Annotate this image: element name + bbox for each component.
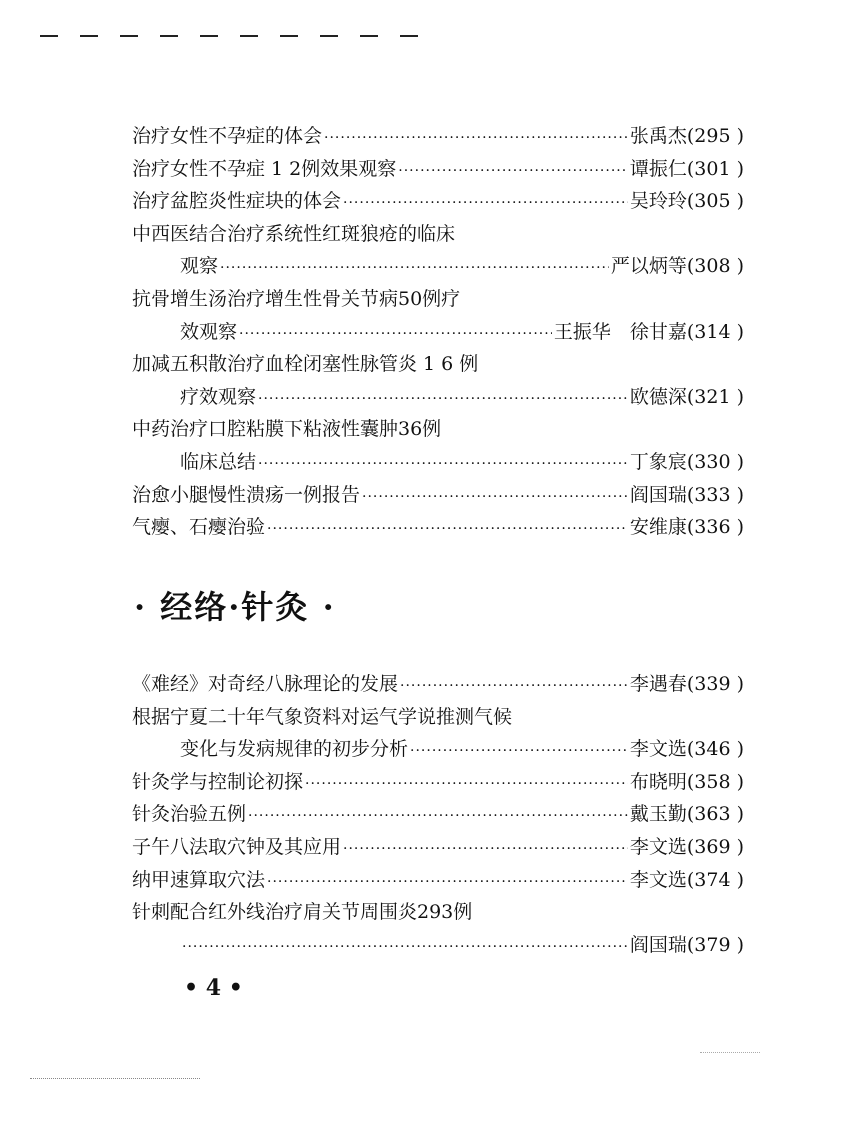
entry-author: 王振华 徐甘嘉	[553, 320, 687, 343]
dot-leader	[258, 448, 628, 481]
entry-page: (330 )	[686, 450, 744, 473]
toc-entry	[132, 120, 744, 153]
toc-entry	[132, 929, 744, 962]
dot-leader	[220, 252, 609, 285]
toc-entry	[132, 446, 744, 479]
entry-author: 阎国瑞	[629, 483, 687, 506]
toc-entry	[132, 153, 744, 186]
entry-author: 布晓明	[629, 770, 687, 793]
toc-entry	[132, 766, 744, 799]
entry-title: 子午八法取穴钟及其应用	[132, 835, 342, 858]
entry-page: (305 )	[686, 190, 744, 213]
dot-leader	[343, 187, 628, 220]
entry-title: 《难经》对奇经八脉理论的发展	[132, 673, 399, 695]
toc-entry	[132, 250, 744, 283]
entry-title: 气瘿、石瘿治验	[132, 516, 266, 539]
dot-leader	[258, 383, 628, 416]
entry-author: 欧德深	[629, 385, 687, 408]
entry-title: 治疗盆腔炎性症块的体会	[132, 190, 342, 213]
entry-author: 戴玉勤	[629, 803, 687, 826]
entry-author: 谭振仁	[629, 157, 687, 180]
toc-entry-title-line: 中药治疗口腔粘膜下粘液性囊肿36例	[132, 418, 442, 441]
entry-title: 效观察	[180, 320, 238, 343]
entry-page: (295 )	[686, 125, 744, 147]
entry-title: 针灸治验五例	[132, 803, 247, 826]
entry-page: (379 )	[686, 933, 744, 956]
dot-leader	[343, 833, 628, 866]
dot-leader	[305, 768, 628, 801]
entry-title: 治疗女性不孕症的体会	[132, 125, 323, 147]
entry-author: 丁象宸	[629, 450, 687, 473]
dot-leader	[324, 122, 628, 155]
section-heading: · 经络·针灸 ·	[134, 588, 336, 626]
entry-author: 严以炳等	[610, 255, 687, 278]
entry-page: (314 )	[686, 320, 744, 343]
toc-entry-title-line: 根据宁夏二十年气象资料对运气学说推测气候	[132, 705, 513, 728]
dot-leader	[248, 800, 628, 833]
entry-page: (301 )	[686, 157, 744, 180]
toc-entry	[132, 185, 744, 218]
entry-page: (346 )	[686, 738, 744, 761]
entry-title: 治疗女性不孕症 1 2例效果观察	[132, 157, 397, 180]
toc-entry	[132, 798, 744, 831]
toc-entry	[132, 316, 744, 349]
toc-entry-title-line: 中西医结合治疗系统性红斑狼疮的临床	[132, 222, 456, 245]
scan-artifact	[30, 1078, 200, 1082]
toc-entry	[132, 831, 744, 864]
entry-page: (374 )	[686, 868, 744, 891]
entry-title: 针灸学与控制论初探	[132, 770, 304, 793]
entry-page: (336 )	[686, 516, 744, 539]
entry-title: 观察	[180, 255, 219, 278]
toc-entry	[132, 668, 744, 701]
top-dash-rule	[40, 22, 440, 38]
toc-entry	[132, 733, 744, 766]
dot-leader	[400, 670, 628, 703]
entry-author: 阎国瑞	[629, 933, 687, 956]
entry-page: (333 )	[686, 483, 744, 506]
toc-entry-title-line: 加减五积散治疗血栓闭塞性脉管炎 1 6 例	[132, 353, 479, 376]
page-number: • 4 •	[184, 975, 243, 1001]
entry-title: 治愈小腿慢性溃疡一例报告	[132, 483, 361, 506]
toc-entry	[132, 511, 744, 544]
dot-leader	[182, 931, 628, 964]
toc-entry-title-line: 针刺配合红外线治疗肩关节周围炎293例	[132, 901, 473, 924]
entry-author: 李遇春	[629, 673, 687, 695]
entry-page: (339 )	[686, 673, 744, 695]
dot-leader	[410, 735, 628, 768]
entry-page: (369 )	[686, 835, 744, 858]
entry-author: 李文选	[629, 835, 687, 858]
toc-entry	[132, 479, 744, 512]
entry-author: 吴玲玲	[629, 190, 687, 213]
entry-title: 疗效观察	[180, 385, 257, 408]
dot-leader	[267, 513, 628, 546]
toc-section-1	[132, 120, 744, 544]
entry-title: 临床总结	[180, 450, 257, 473]
scan-artifact	[700, 1052, 760, 1055]
entry-author: 安维康	[629, 516, 687, 539]
entry-page: (308 )	[686, 255, 744, 278]
toc-entry	[132, 864, 744, 897]
toc-entry-title-line: 抗骨增生汤治疗增生性骨关节病50例疗	[132, 287, 461, 310]
entry-author: 李文选	[629, 738, 687, 761]
entry-page: (321 )	[686, 385, 744, 408]
entry-title: 纳甲速算取穴法	[132, 868, 266, 891]
dot-leader	[362, 481, 628, 514]
toc-entry	[132, 381, 744, 414]
dot-leader	[398, 155, 628, 188]
entry-page: (358 )	[686, 770, 744, 793]
entry-title: 变化与发病规律的初步分析	[180, 738, 409, 761]
entry-page: (363 )	[686, 803, 744, 826]
toc-section-2	[132, 668, 744, 961]
entry-author: 李文选	[629, 868, 687, 891]
entry-author: 张禹杰	[629, 125, 687, 147]
dot-leader	[239, 318, 552, 351]
dot-leader	[267, 866, 628, 899]
